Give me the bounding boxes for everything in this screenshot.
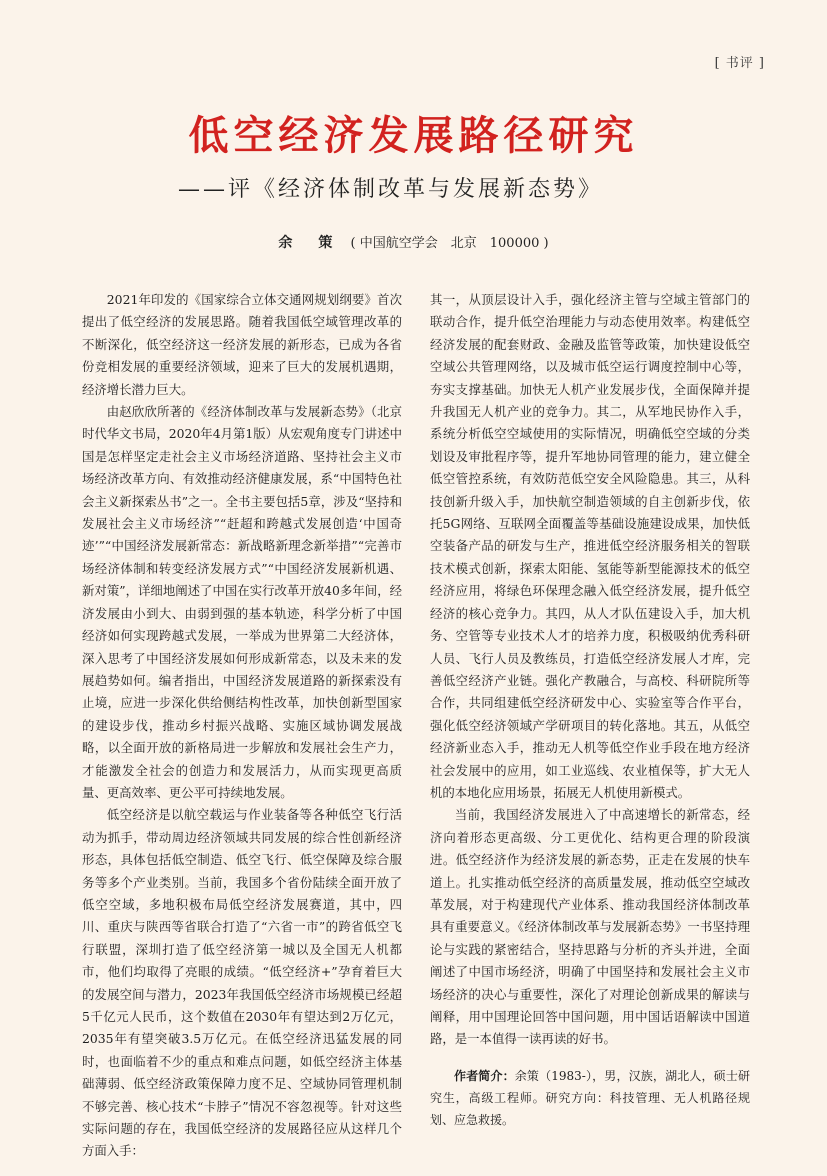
article-title: 低空经济发展路径研究	[188, 112, 639, 159]
author-intro-label: 作者简介：	[454, 1068, 515, 1083]
section-tag: [ 书评 ]	[714, 56, 765, 71]
author-intro-text: 余策（1983-），男，汉族，湖北人，硕士研究生，高级工程师。研究方向：科技管理、无人机路径规划、应急救援。	[430, 1068, 750, 1127]
right-column	[430, 289, 750, 1131]
article-subtitle: ——评《经济体制改革与发展新态势》	[178, 177, 604, 202]
author-name: 余 策	[278, 235, 339, 251]
author-affiliation: ( 中国航空学会 北京 100000 )	[350, 236, 549, 251]
paragraph: 低空经济是以航空载运与作业装备等各种低空飞行活动为抓手，带动周边经济领域共同发展的综合性创新经济形态，具体包括低空制造、低空飞行、低空保障及综合服务等多个产业类别。当前，我国多个省份陆续全面开放了低空空域，多地积极布局低空经济发展赛道，其中，四川、重庆与陕西等省联合打造了“六省一市”的跨省低空飞行联盟，深圳打造了低空经济第一城以及全国无人机都市，他们均取得了亮眼的成绩。“低空经济+”孕育着巨大的发展空间与潜力，2023年我国低空经济市场规模已经超5千亿元人民币，这个数值在2030年有望达到2万亿元，2035年有望突破3.5万亿元。在低空经济迅猛发展的同时，也面临着不少的重点和难点问题，如低空经济主体基础薄弱、低空经济政策保障力度不足、空域协同管理机制不够完善、核心技术“卡脖子”情况不容忽视等。针对这些实际问题的存在，我国低空经济的发展路径应从这样几个方面入手：	[82, 807, 402, 1159]
author-intro	[430, 1065, 750, 1131]
paragraph: 当前，我国经济发展进入了中高速增长的新常态，经济向着形态更高级、分工更优化、结构更合理的阶段演进。低空经济作为经济发展的新态势，正走在发展的快车道上。扎实推动低空经济的高质量发展，推动低空空域改革发展，对于构建现代产业体系、推动我国经济体制改革具有重要意义。《经济体制改革与发展新态势》一书坚持理论与实践的紧密结合，坚持思路与分析的齐头并进，全面阐述了中国市场经济，明确了中国坚持和发展社会主义市场经济的决心与重要性，深化了对理论创新成果的解读与阐释，用中国理论回答中国问题，用中国话语解读中国道路，是一本值得一读再读的好书。	[430, 807, 750, 1047]
paragraph: 其一，从顶层设计入手，强化经济主管与空域主管部门的联动合作，提升低空治理能力与动态使用效率。构建低空经济发展的配套财政、金融及监管等政策，加快建设低空空域公共管理网络，以及城市低空运行调度控制中心等，夯实支撑基础。加快无人机产业发展步伐，全面保障并提升我国无人机产业的竞争力。其二，从军地民协作入手，系统分析低空空域使用的实际情况，明确低空空域的分类划设及审批程序等，提升军地协同管理的能力，建立健全低空管控系统，有效防范低空安全风险隐患。其三，从科技创新升级入手，加快航空制造领域的自主创新步伐，依托5G网络、互联网全面覆盖等基础设施建设成果，加快低空装备产品的研发与生产，推进低空经济服务相关的智联技术模式创新，探索太阳能、氢能等新型能源技术的低空经济应用，将绿色环保理念融入低空经济发展，提升低空经济的核心竞争力。其四，从人才队伍建设入手，加大机务、空管等专业技术人才的培养力度，积极吸纳优秀科研人员、飞行人员及教练员，打造低空经济发展人才库，完善低空经济产业链。强化产教融合，与高校、科研院所等合作，共同组建低空经济研发中心、实验室等合作平台，强化低空经济领域产学研项目的转化落地。其五，从低空经济新业态入手，推动无人机等低空作业手段在地方经济社会发展中的应用，如工业巡线、农业植保等，扩大无人机的本地化应用场景，拓展无人机使用新模式。	[430, 292, 750, 800]
paragraph: 2021年印发的《国家综合立体交通网规划纲要》首次提出了低空经济的发展思路。随着我国低空域管理改革的不断深化，低空经济这一经济发展的新形态，已成为各省份竞相发展的重要经济领域，迎来了巨大的发展机遇期，经济增长潜力巨大。	[82, 292, 402, 397]
left-column	[82, 289, 402, 1163]
byline	[0, 232, 827, 252]
paragraph: 由赵欣欣所著的《经济体制改革与发展新态势》（北京时代华文书局，2020年4月第1版）从宏观角度专门讲述中国是怎样坚定走社会主义市场经济道路、坚持社会主义市场经济改革方向、有效推动经济健康发展，系“中国特色社会主义新探索丛书”之一。全书主要包括5章，涉及“坚持和发展社会主义市场经济”“赶超和跨越式发展创造‘中国奇迹’”“中国经济发展新常态：新战略新理念新举措”“完善市场经济体制和转变经济发展方式”“中国经济发展新机遇、新对策”，详细地阐述了中国在实行改革开放40多年间，经济发展由小到大、由弱到强的基本轨迹，科学分析了中国经济如何实现跨越式发展，一举成为世界第二大经济体，深入思考了中国经济发展如何形成新常态，以及未来的发展趋势如何。编者指出，中国经济发展道路的新探索没有止境，应进一步深化供给侧结构性改革，加快创新型国家的建设步伐，推动乡村振兴战略、实施区域协调发展战略，以全面开放的新格局进一步解放和发展社会生产力，才能激发全社会的创造力和发展活力，从而实现更高质量、更高效率、更公平可持续地发展。	[82, 404, 402, 800]
